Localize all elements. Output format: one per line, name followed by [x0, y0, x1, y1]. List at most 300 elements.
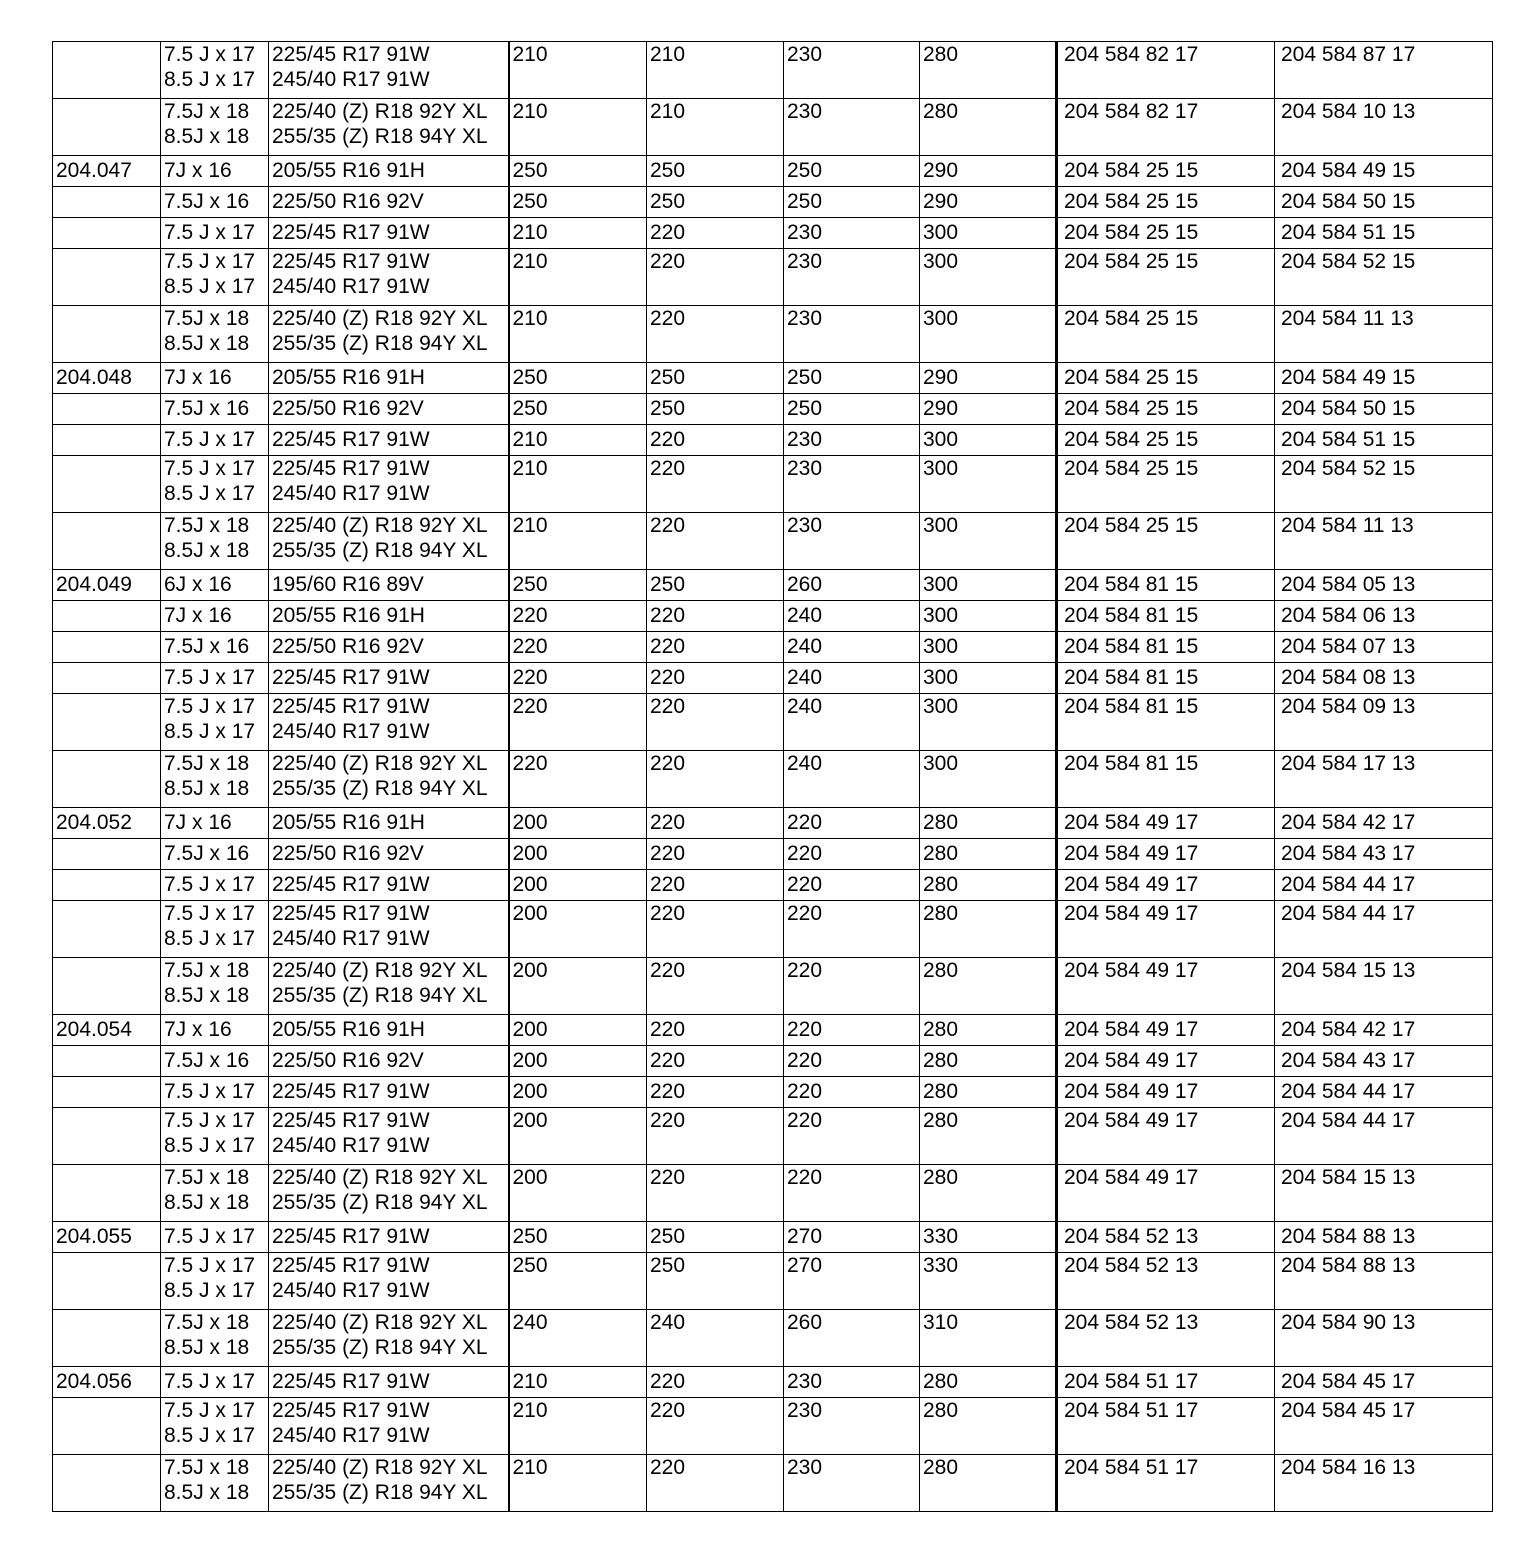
tire-size-cell	[269, 958, 509, 1015]
table-row	[53, 1398, 1493, 1455]
rim-size: 8.5J x 18	[164, 1481, 250, 1504]
part-number-cell-1: 204 584 51 17	[1057, 1455, 1275, 1512]
part-number-cell-2: 204 584 43 17	[1275, 1046, 1493, 1077]
tire-size-cell	[269, 249, 509, 306]
tire-size: 205/55 R16 91H	[272, 1018, 425, 1041]
pressure-cell-3: 250	[784, 156, 920, 187]
tire-size: 225/45 R17 91W	[272, 43, 430, 66]
pressure-cell-4: 300	[920, 218, 1057, 249]
tire-size: 225/40 (Z) R18 92Y XL	[272, 307, 488, 330]
model-cell	[53, 958, 161, 1015]
rim-size-cell	[161, 1367, 269, 1398]
table-row	[53, 456, 1493, 513]
part-number-cell-2: 204 584 45 17	[1275, 1367, 1493, 1398]
rim-size-cell	[161, 156, 269, 187]
tire-size-cell	[269, 1108, 509, 1165]
tire-size-cell	[269, 870, 509, 901]
part-number-cell-2: 204 584 09 13	[1275, 694, 1493, 751]
tire-size-cell	[269, 901, 509, 958]
part-number-cell-1: 204 584 81 15	[1057, 570, 1275, 601]
rim-size: 7.5J x 16	[164, 190, 250, 213]
pressure-cell-2: 240	[647, 1310, 784, 1367]
pressure-cell-1: 210	[509, 1398, 647, 1455]
rim-size-cell	[161, 187, 269, 218]
tire-size: 225/45 R17 91W	[272, 1109, 430, 1132]
tire-size: 225/50 R16 92V	[272, 1049, 424, 1072]
pressure-cell-3: 220	[784, 808, 920, 839]
part-number-cell-2: 204 584 49 15	[1275, 363, 1493, 394]
rim-size-cell	[161, 1310, 269, 1367]
tire-size-cell	[269, 751, 509, 808]
rim-size: 7.5 J x 17	[164, 902, 256, 925]
tire-size-cell	[269, 663, 509, 694]
model-cell	[53, 694, 161, 751]
table-row	[53, 1222, 1493, 1253]
tire-size: 205/55 R16 91H	[272, 604, 425, 627]
pressure-cell-4: 280	[920, 1367, 1057, 1398]
pressure-cell-1: 220	[509, 601, 647, 632]
tire-size-cell	[269, 1165, 509, 1222]
rim-size-cell	[161, 901, 269, 958]
pressure-cell-4: 330	[920, 1222, 1057, 1253]
model-cell	[53, 306, 161, 363]
rim-size: 7.5 J x 17	[164, 1254, 256, 1277]
pressure-cell-1: 210	[509, 425, 647, 456]
rim-size: 7.5 J x 17	[164, 1370, 256, 1393]
tire-size-cell	[269, 1367, 509, 1398]
table-row	[53, 156, 1493, 187]
pressure-cell-3: 230	[784, 1367, 920, 1398]
part-number-cell-1: 204 584 49 17	[1057, 1046, 1275, 1077]
pressure-cell-2: 220	[647, 249, 784, 306]
tire-size-cell	[269, 570, 509, 601]
model-cell	[53, 249, 161, 306]
rim-size: 8.5 J x 17	[164, 927, 256, 950]
model-cell: 204.054	[53, 1015, 161, 1046]
model-cell	[53, 870, 161, 901]
table-row	[53, 1077, 1493, 1108]
pressure-cell-3: 270	[784, 1222, 920, 1253]
rim-size-cell	[161, 839, 269, 870]
rim-size: 8.5J x 18	[164, 125, 250, 148]
pressure-cell-2: 220	[647, 839, 784, 870]
tire-size-cell	[269, 1046, 509, 1077]
rim-size-cell	[161, 249, 269, 306]
rim-size-cell	[161, 1222, 269, 1253]
tire-pressure-table	[52, 41, 1493, 1512]
pressure-cell-4: 300	[920, 751, 1057, 808]
pressure-cell-4: 280	[920, 870, 1057, 901]
part-number-cell-2: 204 584 44 17	[1275, 1077, 1493, 1108]
pressure-cell-4: 280	[920, 901, 1057, 958]
pressure-cell-2: 220	[647, 632, 784, 663]
part-number-cell-1: 204 584 51 17	[1057, 1367, 1275, 1398]
pressure-cell-3: 220	[784, 1077, 920, 1108]
pressure-cell-4: 280	[920, 1046, 1057, 1077]
rim-size-cell	[161, 1253, 269, 1310]
model-cell	[53, 1165, 161, 1222]
tire-size-cell	[269, 156, 509, 187]
pressure-cell-2: 220	[647, 870, 784, 901]
pressure-cell-3: 250	[784, 187, 920, 218]
tire-size: 225/45 R17 91W	[272, 902, 430, 925]
tire-size: 225/40 (Z) R18 92Y XL	[272, 959, 488, 982]
pressure-cell-4: 280	[920, 42, 1057, 99]
rim-size: 7.5J x 18	[164, 959, 250, 982]
rim-size-cell	[161, 513, 269, 570]
pressure-cell-3: 220	[784, 839, 920, 870]
tire-size-cell	[269, 99, 509, 156]
pressure-cell-1: 220	[509, 632, 647, 663]
table-row	[53, 1367, 1493, 1398]
part-number-cell-2: 204 584 50 15	[1275, 187, 1493, 218]
table-row	[53, 363, 1493, 394]
pressure-cell-2: 220	[647, 513, 784, 570]
pressure-cell-4: 300	[920, 513, 1057, 570]
rim-size-cell	[161, 1108, 269, 1165]
rim-size: 7.5 J x 17	[164, 457, 256, 480]
tire-size-cell	[269, 694, 509, 751]
part-number-cell-2: 204 584 15 13	[1275, 1165, 1493, 1222]
pressure-cell-1: 200	[509, 839, 647, 870]
part-number-cell-2: 204 584 50 15	[1275, 394, 1493, 425]
pressure-cell-2: 250	[647, 394, 784, 425]
pressure-cell-3: 230	[784, 306, 920, 363]
rim-size-cell	[161, 601, 269, 632]
pressure-cell-4: 290	[920, 156, 1057, 187]
tire-size-cell	[269, 363, 509, 394]
tire-size: 255/35 (Z) R18 94Y XL	[272, 777, 488, 800]
table-row	[53, 42, 1493, 99]
rim-size-cell	[161, 1077, 269, 1108]
pressure-cell-1: 200	[509, 808, 647, 839]
pressure-cell-3: 260	[784, 570, 920, 601]
pressure-cell-4: 280	[920, 808, 1057, 839]
pressure-cell-1: 210	[509, 1367, 647, 1398]
tire-size: 225/40 (Z) R18 92Y XL	[272, 100, 488, 123]
rim-size: 7.5 J x 17	[164, 1225, 256, 1248]
model-cell	[53, 187, 161, 218]
pressure-cell-1: 250	[509, 187, 647, 218]
pressure-cell-2: 220	[647, 1398, 784, 1455]
tire-size-cell	[269, 42, 509, 99]
rim-size: 7.5J x 18	[164, 752, 250, 775]
rim-size: 7J x 16	[164, 604, 232, 627]
pressure-cell-1: 200	[509, 870, 647, 901]
pressure-cell-1: 240	[509, 1310, 647, 1367]
pressure-cell-3: 250	[784, 394, 920, 425]
model-cell	[53, 663, 161, 694]
rim-size: 7.5J x 16	[164, 635, 250, 658]
tire-size: 245/40 R17 91W	[272, 720, 430, 743]
tire-size: 255/35 (Z) R18 94Y XL	[272, 332, 488, 355]
pressure-cell-1: 250	[509, 1253, 647, 1310]
pressure-cell-4: 280	[920, 1077, 1057, 1108]
rim-size: 8.5J x 18	[164, 539, 250, 562]
table-row	[53, 394, 1493, 425]
table-body	[53, 42, 1493, 1512]
pressure-cell-3: 250	[784, 363, 920, 394]
part-number-cell-2: 204 584 52 15	[1275, 456, 1493, 513]
part-number-cell-2: 204 584 44 17	[1275, 870, 1493, 901]
table-row	[53, 570, 1493, 601]
part-number-cell-2: 204 584 07 13	[1275, 632, 1493, 663]
tire-size: 225/50 R16 92V	[272, 397, 424, 420]
tire-size: 205/55 R16 91H	[272, 811, 425, 834]
part-number-cell-2: 204 584 17 13	[1275, 751, 1493, 808]
tire-size: 245/40 R17 91W	[272, 1134, 430, 1157]
part-number-cell-2: 204 584 43 17	[1275, 839, 1493, 870]
pressure-cell-2: 220	[647, 1455, 784, 1512]
pressure-cell-1: 200	[509, 1165, 647, 1222]
pressure-cell-2: 250	[647, 363, 784, 394]
tire-size-cell	[269, 1455, 509, 1512]
model-cell: 204.052	[53, 808, 161, 839]
rim-size: 7.5J x 18	[164, 100, 250, 123]
rim-size: 7J x 16	[164, 811, 232, 834]
part-number-cell-1: 204 584 49 17	[1057, 870, 1275, 901]
tire-size-cell	[269, 1253, 509, 1310]
part-number-cell-2: 204 584 16 13	[1275, 1455, 1493, 1512]
rim-size: 7.5J x 18	[164, 307, 250, 330]
part-number-cell-1: 204 584 49 17	[1057, 1015, 1275, 1046]
rim-size: 7.5J x 18	[164, 1456, 250, 1479]
table-row	[53, 808, 1493, 839]
part-number-cell-1: 204 584 25 15	[1057, 513, 1275, 570]
table-row	[53, 249, 1493, 306]
tire-size: 225/40 (Z) R18 92Y XL	[272, 1166, 488, 1189]
pressure-cell-2: 220	[647, 1046, 784, 1077]
tire-size: 195/60 R16 89V	[272, 573, 424, 596]
pressure-cell-4: 300	[920, 570, 1057, 601]
part-number-cell-2: 204 584 87 17	[1275, 42, 1493, 99]
tire-size-cell	[269, 306, 509, 363]
tire-size: 245/40 R17 91W	[272, 1279, 430, 1302]
model-cell	[53, 601, 161, 632]
table-row	[53, 839, 1493, 870]
pressure-cell-2: 220	[647, 218, 784, 249]
pressure-cell-1: 200	[509, 1015, 647, 1046]
tire-size-cell	[269, 456, 509, 513]
tire-size: 255/35 (Z) R18 94Y XL	[272, 1481, 488, 1504]
tire-size: 255/35 (Z) R18 94Y XL	[272, 984, 488, 1007]
rim-size: 7.5J x 16	[164, 1049, 250, 1072]
part-number-cell-1: 204 584 81 15	[1057, 663, 1275, 694]
pressure-cell-3: 230	[784, 1398, 920, 1455]
pressure-cell-4: 300	[920, 425, 1057, 456]
tire-size: 255/35 (Z) R18 94Y XL	[272, 125, 488, 148]
model-cell: 204.049	[53, 570, 161, 601]
rim-size: 7.5 J x 17	[164, 695, 256, 718]
part-number-cell-1: 204 584 49 17	[1057, 958, 1275, 1015]
pressure-cell-1: 200	[509, 958, 647, 1015]
rim-size-cell	[161, 42, 269, 99]
part-number-cell-1: 204 584 49 17	[1057, 808, 1275, 839]
model-cell	[53, 513, 161, 570]
part-number-cell-2: 204 584 06 13	[1275, 601, 1493, 632]
rim-size: 7J x 16	[164, 366, 232, 389]
pressure-cell-2: 210	[647, 42, 784, 99]
table-row	[53, 751, 1493, 808]
tire-size-cell	[269, 632, 509, 663]
rim-size: 8.5 J x 17	[164, 1424, 256, 1447]
model-cell	[53, 1310, 161, 1367]
rim-size: 7.5 J x 17	[164, 1399, 256, 1422]
part-number-cell-2: 204 584 51 15	[1275, 218, 1493, 249]
rim-size-cell	[161, 632, 269, 663]
rim-size-cell	[161, 394, 269, 425]
tire-size-cell	[269, 808, 509, 839]
tire-size: 225/45 R17 91W	[272, 1399, 430, 1422]
tire-size: 245/40 R17 91W	[272, 68, 430, 91]
part-number-cell-1: 204 584 25 15	[1057, 363, 1275, 394]
tire-size: 225/50 R16 92V	[272, 635, 424, 658]
pressure-cell-1: 210	[509, 218, 647, 249]
part-number-cell-1: 204 584 25 15	[1057, 306, 1275, 363]
pressure-cell-4: 290	[920, 363, 1057, 394]
table-row	[53, 1455, 1493, 1512]
rim-size-cell	[161, 1398, 269, 1455]
pressure-cell-4: 300	[920, 306, 1057, 363]
part-number-cell-1: 204 584 51 17	[1057, 1398, 1275, 1455]
rim-size: 7.5J x 18	[164, 514, 250, 537]
table-row	[53, 1253, 1493, 1310]
rim-size-cell	[161, 808, 269, 839]
tire-size: 225/45 R17 91W	[272, 1080, 430, 1103]
pressure-cell-2: 220	[647, 425, 784, 456]
pressure-cell-2: 220	[647, 663, 784, 694]
rim-size: 8.5 J x 17	[164, 1134, 256, 1157]
pressure-cell-2: 220	[647, 1165, 784, 1222]
pressure-cell-1: 250	[509, 394, 647, 425]
pressure-cell-3: 220	[784, 870, 920, 901]
part-number-cell-2: 204 584 11 13	[1275, 306, 1493, 363]
model-cell	[53, 456, 161, 513]
model-cell: 204.047	[53, 156, 161, 187]
pressure-cell-4: 300	[920, 663, 1057, 694]
pressure-cell-2: 210	[647, 99, 784, 156]
pressure-cell-3: 240	[784, 632, 920, 663]
part-number-cell-2: 204 584 45 17	[1275, 1398, 1493, 1455]
pressure-cell-3: 230	[784, 99, 920, 156]
model-cell: 204.055	[53, 1222, 161, 1253]
part-number-cell-2: 204 584 42 17	[1275, 808, 1493, 839]
table-row	[53, 1165, 1493, 1222]
table-row	[53, 632, 1493, 663]
part-number-cell-1: 204 584 81 15	[1057, 601, 1275, 632]
model-cell	[53, 839, 161, 870]
rim-size-cell	[161, 1015, 269, 1046]
pressure-cell-3: 240	[784, 663, 920, 694]
tire-size: 225/45 R17 91W	[272, 428, 430, 451]
pressure-cell-3: 220	[784, 1015, 920, 1046]
part-number-cell-2: 204 584 08 13	[1275, 663, 1493, 694]
model-cell	[53, 394, 161, 425]
table-row	[53, 513, 1493, 570]
rim-size: 7.5 J x 17	[164, 43, 256, 66]
pressure-cell-3: 220	[784, 1108, 920, 1165]
pressure-cell-3: 270	[784, 1253, 920, 1310]
pressure-cell-3: 240	[784, 751, 920, 808]
pressure-cell-4: 300	[920, 456, 1057, 513]
table-row	[53, 306, 1493, 363]
rim-size: 7.5 J x 17	[164, 250, 256, 273]
pressure-cell-3: 230	[784, 425, 920, 456]
part-number-cell-2: 204 584 88 13	[1275, 1222, 1493, 1253]
part-number-cell-1: 204 584 49 17	[1057, 1077, 1275, 1108]
pressure-cell-1: 210	[509, 513, 647, 570]
part-number-cell-2: 204 584 49 15	[1275, 156, 1493, 187]
rim-size-cell	[161, 694, 269, 751]
table-row	[53, 1310, 1493, 1367]
rim-size-cell	[161, 425, 269, 456]
part-number-cell-1: 204 584 25 15	[1057, 218, 1275, 249]
tire-size: 225/50 R16 92V	[272, 190, 424, 213]
part-number-cell-1: 204 584 25 15	[1057, 394, 1275, 425]
pressure-cell-2: 220	[647, 694, 784, 751]
part-number-cell-1: 204 584 82 17	[1057, 42, 1275, 99]
pressure-cell-4: 310	[920, 1310, 1057, 1367]
pressure-cell-1: 200	[509, 1108, 647, 1165]
model-cell: 204.056	[53, 1367, 161, 1398]
pressure-cell-1: 210	[509, 249, 647, 306]
model-cell	[53, 218, 161, 249]
pressure-cell-2: 220	[647, 751, 784, 808]
rim-size: 7.5 J x 17	[164, 1109, 256, 1132]
pressure-cell-2: 220	[647, 456, 784, 513]
tire-size-cell	[269, 394, 509, 425]
rim-size: 8.5 J x 17	[164, 482, 256, 505]
tire-size: 225/45 R17 91W	[272, 457, 430, 480]
rim-size-cell	[161, 99, 269, 156]
tire-size: 225/50 R16 92V	[272, 842, 424, 865]
part-number-cell-2: 204 584 11 13	[1275, 513, 1493, 570]
pressure-cell-4: 280	[920, 1165, 1057, 1222]
part-number-cell-2: 204 584 44 17	[1275, 1108, 1493, 1165]
table-row	[53, 187, 1493, 218]
part-number-cell-1: 204 584 81 15	[1057, 751, 1275, 808]
pressure-cell-2: 220	[647, 1015, 784, 1046]
tire-size: 255/35 (Z) R18 94Y XL	[272, 1336, 488, 1359]
tire-size: 225/45 R17 91W	[272, 250, 430, 273]
part-number-cell-1: 204 584 82 17	[1057, 99, 1275, 156]
rim-size: 7.5 J x 17	[164, 428, 256, 451]
rim-size: 7J x 16	[164, 1018, 232, 1041]
table-row	[53, 901, 1493, 958]
part-number-cell-1: 204 584 52 13	[1057, 1310, 1275, 1367]
rim-size-cell	[161, 570, 269, 601]
tire-size-cell	[269, 218, 509, 249]
pressure-cell-1: 210	[509, 99, 647, 156]
pressure-cell-4: 330	[920, 1253, 1057, 1310]
pressure-cell-1: 250	[509, 363, 647, 394]
pressure-cell-3: 230	[784, 218, 920, 249]
tire-size: 245/40 R17 91W	[272, 927, 430, 950]
model-cell	[53, 1077, 161, 1108]
pressure-cell-4: 280	[920, 1455, 1057, 1512]
pressure-cell-2: 220	[647, 1367, 784, 1398]
pressure-cell-1: 210	[509, 456, 647, 513]
model-cell	[53, 99, 161, 156]
pressure-cell-2: 250	[647, 1222, 784, 1253]
pressure-cell-3: 240	[784, 601, 920, 632]
pressure-cell-1: 250	[509, 156, 647, 187]
rim-size-cell	[161, 870, 269, 901]
pressure-cell-2: 220	[647, 958, 784, 1015]
tire-size-cell	[269, 839, 509, 870]
pressure-cell-4: 300	[920, 249, 1057, 306]
table-row	[53, 99, 1493, 156]
